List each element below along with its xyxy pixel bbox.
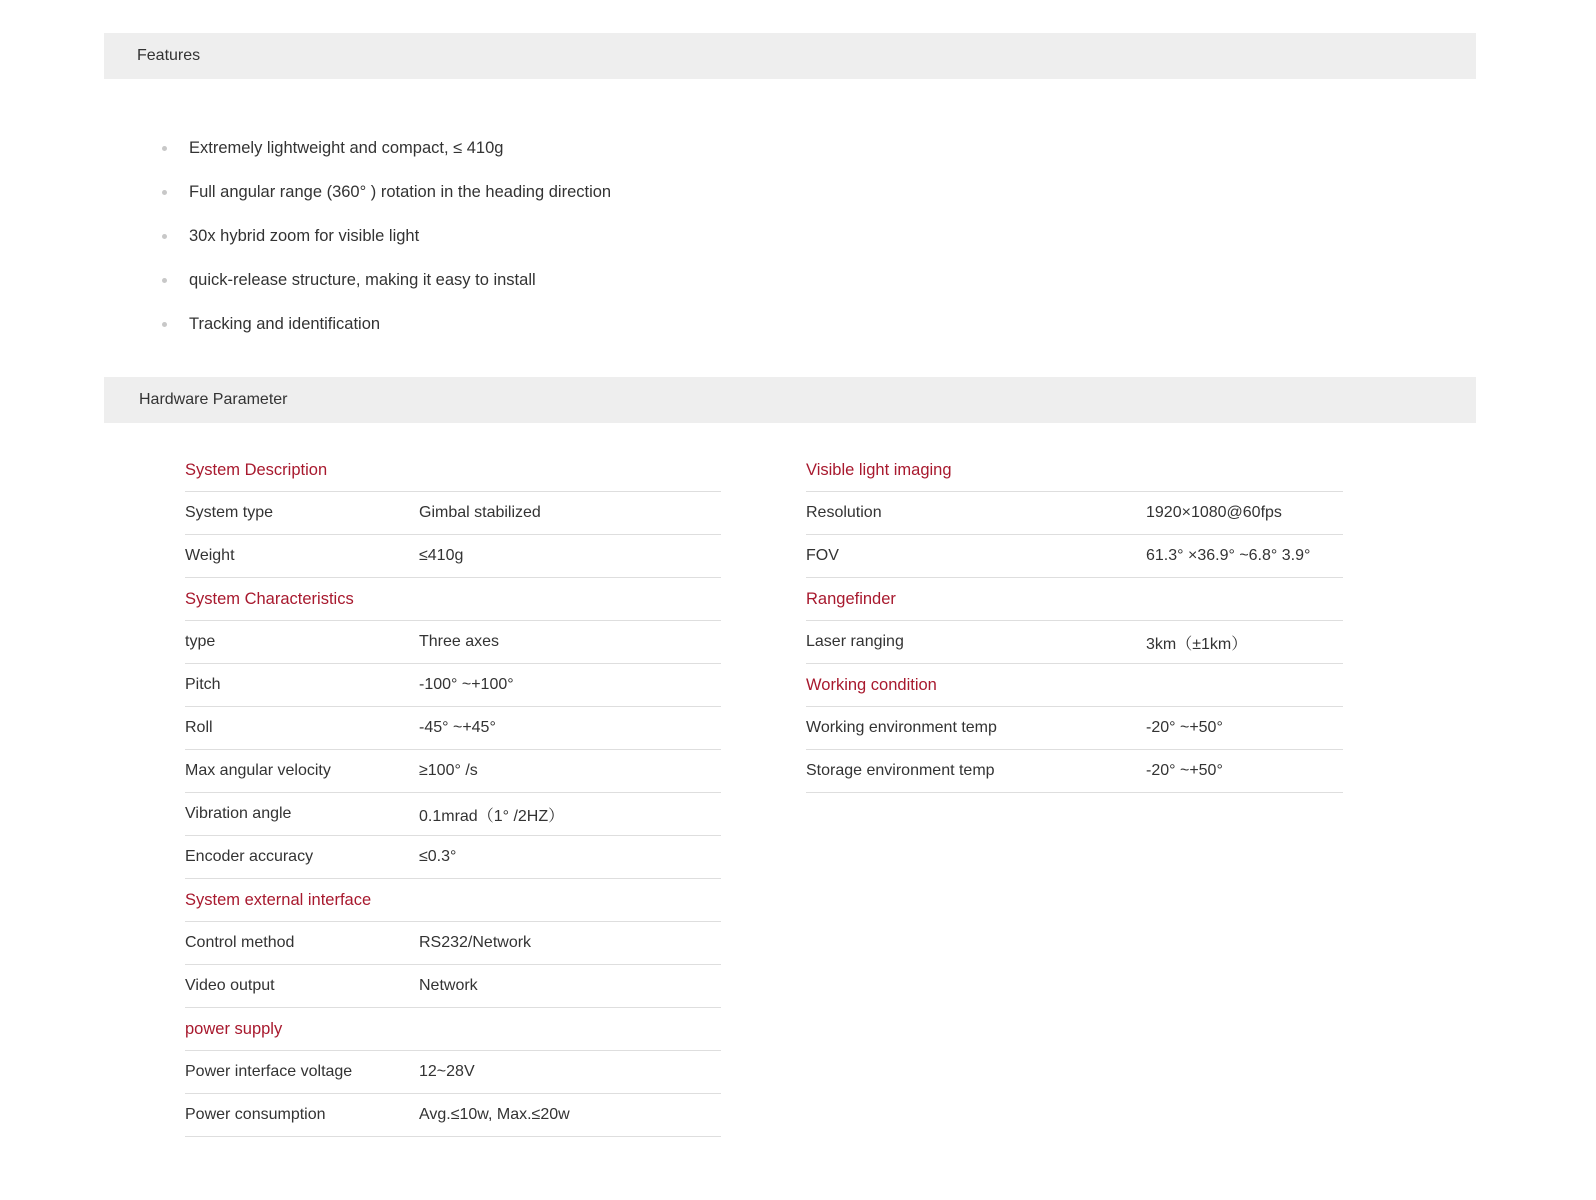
spec-label: Video output	[185, 965, 419, 1008]
spec-label: Laser ranging	[806, 621, 1146, 664]
table-row	[806, 707, 1343, 750]
group-title: System Description	[185, 449, 721, 492]
right-spec-table	[806, 449, 1343, 793]
spec-value: 12~28V	[419, 1051, 721, 1094]
list-item	[160, 170, 611, 214]
spec-label: Power interface voltage	[185, 1051, 419, 1094]
features-list	[160, 126, 611, 346]
spec-group-heading	[185, 879, 721, 922]
table-row	[185, 836, 721, 879]
spec-value: -45° ~+45°	[419, 707, 721, 750]
spec-value: Network	[419, 965, 721, 1008]
bullet-dot-icon	[162, 278, 167, 283]
spec-value: Three axes	[419, 621, 721, 664]
spec-group-heading	[185, 1008, 721, 1051]
table-row	[185, 492, 721, 535]
group-title: Rangefinder	[806, 578, 1343, 621]
table-row	[185, 664, 721, 707]
spec-label: type	[185, 621, 419, 664]
spec-group-heading	[185, 449, 721, 492]
feature-text: Extremely lightweight and compact, ≤ 410g	[189, 139, 504, 157]
bullet-dot-icon	[162, 146, 167, 151]
spec-value: -100° ~+100°	[419, 664, 721, 707]
feature-text: Full angular range (360° ) rotation in the heading direction	[189, 183, 612, 201]
spec-value: 1920×1080@60fps	[1146, 492, 1343, 535]
spec-value: -20° ~+50°	[1146, 750, 1343, 793]
group-title: System Characteristics	[185, 578, 721, 621]
spec-label: Storage environment temp	[806, 750, 1146, 793]
spec-value: 61.3° ×36.9° ~6.8° 3.9°	[1146, 535, 1343, 578]
spec-value: ≥100° /s	[419, 750, 721, 793]
left-spec-table	[185, 449, 721, 1137]
spec-label: System type	[185, 492, 419, 535]
spec-label: Pitch	[185, 664, 419, 707]
bullet-dot-icon	[162, 190, 167, 195]
spec-value: -20° ~+50°	[1146, 707, 1343, 750]
list-item	[160, 126, 611, 170]
spec-label: Max angular velocity	[185, 750, 419, 793]
spec-label: Encoder accuracy	[185, 836, 419, 879]
table-row	[185, 1051, 721, 1094]
spec-group-heading	[806, 578, 1343, 621]
list-item	[160, 302, 611, 346]
group-title: Visible light imaging	[806, 449, 1343, 492]
table-row	[185, 535, 721, 578]
feature-text: 30x hybrid zoom for visible light	[189, 227, 420, 245]
spec-value: Avg.≤10w, Max.≤20w	[419, 1094, 721, 1137]
spec-value: 0.1mrad（1° /2HZ）	[419, 793, 721, 836]
spec-label: Working environment temp	[806, 707, 1146, 750]
table-row	[185, 965, 721, 1008]
table-row	[806, 750, 1343, 793]
hardware-title: Hardware Parameter	[139, 391, 288, 408]
table-row	[806, 535, 1343, 578]
spec-value: 3km（±1km）	[1146, 621, 1343, 664]
spec-value: Gimbal stabilized	[419, 492, 721, 535]
spec-label: FOV	[806, 535, 1146, 578]
spec-group-heading	[806, 449, 1343, 492]
feature-text: Tracking and identification	[189, 315, 381, 333]
table-row	[185, 621, 721, 664]
bullet-dot-icon	[162, 322, 167, 327]
group-title: Working condition	[806, 664, 1343, 707]
list-item	[160, 258, 611, 302]
hardware-section-header	[104, 377, 1476, 423]
table-row	[185, 793, 721, 836]
features-section-header	[104, 33, 1476, 79]
features-title: Features	[137, 47, 201, 64]
spec-group-heading	[185, 578, 721, 621]
list-item	[160, 214, 611, 258]
table-row	[185, 922, 721, 965]
table-row	[185, 750, 721, 793]
spec-label: Roll	[185, 707, 419, 750]
table-row	[806, 621, 1343, 664]
table-row	[806, 492, 1343, 535]
group-title: power supply	[185, 1008, 721, 1051]
spec-label: Resolution	[806, 492, 1146, 535]
group-title: System external interface	[185, 879, 721, 922]
bullet-dot-icon	[162, 234, 167, 239]
spec-value: RS232/Network	[419, 922, 721, 965]
spec-label: Control method	[185, 922, 419, 965]
spec-label: Vibration angle	[185, 793, 419, 836]
table-row	[185, 707, 721, 750]
spec-label: Weight	[185, 535, 419, 578]
spec-value: ≤0.3°	[419, 836, 721, 879]
spec-value: ≤410g	[419, 535, 721, 578]
table-row	[185, 1094, 721, 1137]
spec-group-heading	[806, 664, 1343, 707]
feature-text: quick-release structure, making it easy to install	[189, 271, 536, 289]
spec-label: Power consumption	[185, 1094, 419, 1137]
